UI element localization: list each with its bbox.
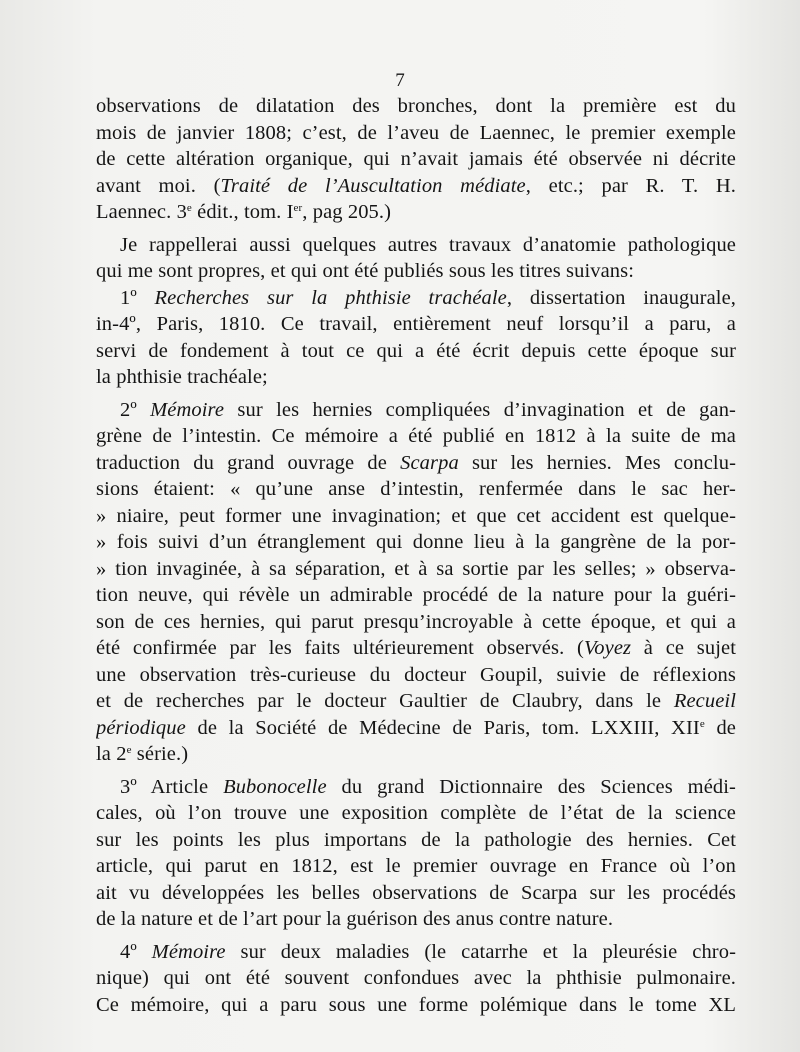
text-line [96,397,736,424]
italic-text: périodique [96,716,186,739]
text-segment: Laennec. 3 [96,201,187,223]
text-line [96,939,736,966]
text-segment: et de recherches par le docteur Gaultier de Claubry, dans le [96,690,674,712]
text-segment: édit., tom. I [191,201,294,223]
text-line [96,173,736,200]
text-line [96,662,736,689]
text-segment: , etc.; par R. T. H. [525,174,736,197]
text-line [96,364,736,391]
text-segment: qui me sont propres, et qui ont été publiés sous les titres suivans: [96,260,635,282]
italic-text: Mémoire [151,940,226,963]
text-segment: » tion invaginée, à sa séparation, et à sa sortie par les selles; » observa- [96,557,736,580]
text-segment: de [704,716,736,739]
text-segment: sur les hernies. Mes conclu- [458,451,736,474]
text-segment: la phthisie trachéale; [96,366,268,388]
text-line [96,853,736,880]
text-line [96,609,736,636]
superscript-text: er [293,202,303,214]
text-segment: mois de janvier 1808; c’est, de l’aveu de Laennec, le premier exemple [96,121,736,144]
italic-text: Mémoire [150,398,225,421]
text-segment: sur deux maladies (le catarrhe et la pleurésie chro- [225,940,736,963]
italic-text: Voyez [583,637,632,659]
text-segment: sions étaient: « qu’une anse d’intestin, renfermée dans le sac her- [96,478,736,500]
text-line [96,529,736,556]
text-line [96,450,736,477]
text-line [96,741,736,768]
text-segment: de la nature et de l’art pour la guérison des anus contre nature. [96,908,614,930]
text-segment: une observation très-curieuse du docteur Goupil, suivie de réflexions [96,663,736,686]
text-segment: , dissertation inaugurale, [506,286,736,309]
text-segment: in-4º, Paris, 1810. Ce travail, entièrement neuf lorsqu’il a paru, a [96,313,736,335]
text-segment: article, qui parut en 1812, est le premier ouvrage en France où l’on [96,855,736,877]
italic-text: Recherches sur la phthisie trachéale [154,286,507,309]
text-segment: traduction du grand ouvrage de [96,451,401,474]
text-segment: avant moi. ( [96,174,221,197]
text-line [96,715,736,742]
text-segment: série.) [131,743,189,765]
text-line [96,582,736,609]
text-segment: 3º Article [120,775,224,798]
page-number: 7 [395,70,405,91]
text-segment: cales, où l’on trouve une exposition complète de l’état de la science [96,802,736,824]
italic-text: Scarpa [400,451,459,474]
superscript-text: e [186,202,192,214]
text-segment: sur les points les plus importans de la pathologie des hernies. Cet [96,828,736,851]
text-line [96,992,736,1019]
text-line [96,965,736,992]
text-line [96,285,736,312]
text-segment: son de ces hernies, qui parut presqu’incroyable à cette époque, et qui a [96,610,736,633]
text-segment: 2º [120,398,151,421]
text-segment: sur les hernies compliquées d’invagination et de gan- [224,398,736,421]
text-segment: grène de l’intestin. Ce mémoire a été publié en 1812 à la suite de ma [96,425,736,447]
text-line [96,93,736,120]
text-segment: observations de dilatation des bronches, dont la première est du [96,95,736,117]
text-line [96,199,736,226]
text-segment: tion neuve, qui révèle un admirable procédé de la nature pour la guéri- [96,584,736,606]
text-segment: nique) qui ont été souvent confondues avec la phthisie pulmonaire. [96,967,736,989]
text-segment: Je rappellerai aussi quelques autres travaux d’anatomie pathologique [120,233,736,256]
text-segment: la 2 [96,743,127,765]
text-line [96,258,736,285]
text-segment: de cette altération organique, qui n’avait jamais été observée ni décrite [96,148,736,170]
text-segment: » niaire, peut former une invagination; et que cet accident est quelque- [96,504,736,527]
text-line [96,232,736,259]
text-segment: servi de fondement à tout ce qui a été écrit depuis cette époque sur [96,339,736,362]
text-line [96,311,736,338]
text-segment: 1º [120,286,155,309]
italic-text: Traité de l’Auscultation médiate [220,174,526,197]
text-line [96,120,736,147]
text-line [96,800,736,827]
text-segment: à ce sujet [631,637,736,659]
italic-text: Bubonocelle [223,775,327,798]
text-line [96,476,736,503]
body-text [96,93,736,1018]
text-segment: de la Société de Médecine de Paris, tom. LXXIII, XII [185,716,700,739]
text-line [96,774,736,801]
text-segment: du grand Dictionnaire des Sciences médi- [326,775,736,798]
text-line [96,635,736,662]
text-line [96,503,736,530]
text-line [96,906,736,933]
text-segment: , pag 205.) [302,201,392,223]
italic-text: Recueil [673,690,736,712]
superscript-text: e [699,717,705,730]
text-line [96,827,736,854]
superscript-text: e [126,744,132,756]
text-line [96,146,736,173]
text-segment: » fois suivi d’un étranglement qui donne lieu à la gangrène de la por- [96,531,736,553]
text-segment: Ce mémoire, qui a paru sous une forme polémique dans le tome XL [96,993,736,1016]
text-line [96,556,736,583]
text-segment: ait vu développées les belles observations de Scarpa sur les procédés [96,881,736,904]
text-line [96,423,736,450]
text-line [96,338,736,365]
text-segment: 4º [120,940,152,963]
text-line [96,880,736,907]
text-line [96,688,736,715]
text-segment: été confirmée par les faits ultérieurement observés. ( [96,637,584,659]
